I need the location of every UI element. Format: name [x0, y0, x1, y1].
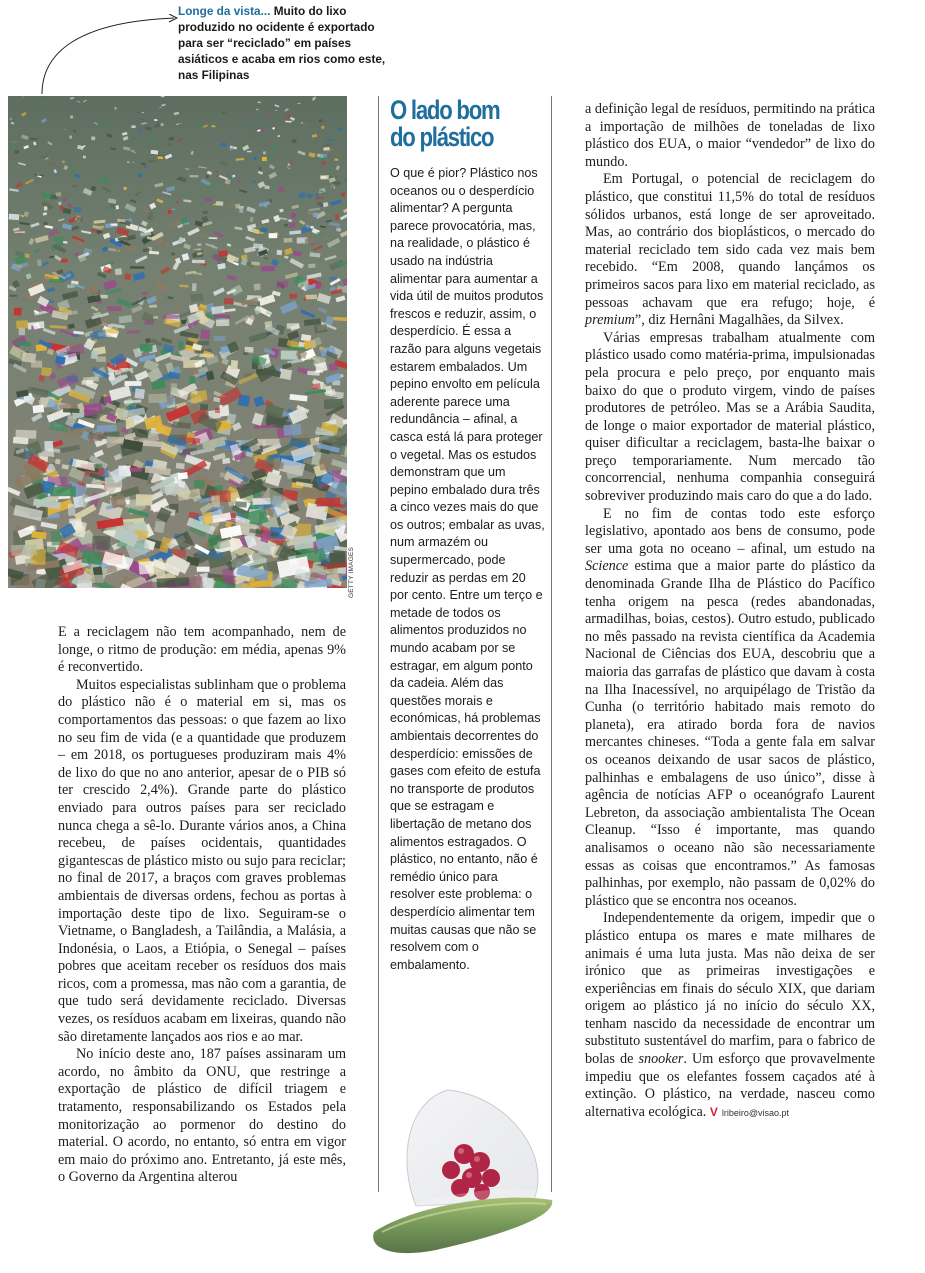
debris-piece	[125, 245, 136, 251]
debris-piece	[144, 321, 152, 325]
debris-piece	[100, 178, 108, 182]
debris-piece	[307, 371, 320, 376]
debris-piece	[217, 221, 222, 223]
debris-piece	[178, 472, 188, 480]
debris-piece	[291, 438, 309, 444]
debris-piece	[322, 161, 326, 165]
debris-piece	[308, 264, 315, 268]
debris-piece	[148, 394, 166, 403]
debris-piece	[142, 292, 147, 294]
debris-piece	[328, 363, 338, 371]
debris-piece	[214, 315, 230, 318]
sidebar-box	[390, 97, 545, 974]
debris-piece	[211, 495, 220, 507]
paragraph: Independentemente da origem, impedir que o plástico entupa os mares e mate milhares de animais é uma luta justa. Mas não deixa de ser irónico que as primeiras investigações e experiências em finais do século XIX, que dariam origem ao plástico já no início do século XX, tenham nascido da necessidade de encontrar um substituto sustentável do marfim, para o fabrico de bolas de snooker. Um esforço que provavelmente impediu que os elefantes fossem caçados até à extinção. O plástico, na verdade, nasceu como alternativa ecológica. V lribeiro@visao.pt	[585, 910, 875, 1120]
debris-piece	[15, 231, 25, 233]
debris-piece	[66, 428, 84, 437]
debris-piece	[173, 305, 182, 313]
debris-piece	[252, 180, 256, 183]
caption-text: Muito do lixo produzido no ocidente é exportado para ser “reciclado” em países asiáticos e acaba em rios como este, nas Filipinas	[178, 4, 386, 82]
debris-piece	[199, 354, 214, 358]
photo-caption	[178, 3, 398, 83]
debris-piece	[266, 455, 274, 467]
debris-piece	[81, 550, 103, 565]
caption-arrow	[36, 14, 186, 98]
column-rule	[378, 96, 379, 1192]
debris-piece	[13, 437, 29, 445]
debris-piece	[244, 347, 253, 353]
debris-piece	[284, 238, 293, 243]
debris-piece	[247, 151, 252, 152]
debris-piece	[214, 336, 225, 341]
debris-piece	[130, 266, 144, 269]
article-column-right	[585, 101, 875, 1122]
debris-piece	[191, 293, 204, 302]
debris-piece	[289, 293, 297, 298]
debris-piece	[60, 206, 64, 211]
debris-piece	[115, 268, 122, 275]
debris-piece	[283, 424, 301, 436]
debris-piece	[39, 375, 45, 382]
paragraph: E no fim de contas todo este esforço legislativo, apontado aos bens de consumo, pode ser uma gota no oceano – afinal, um estudo na Science estima que a maior parte do plástico da denominada Grande Ilha de Plástico do Pacífico tenha origem na pesca (redes abandonadas, armadilhas, boias, cestos). Outro estudo, publicado no mês passado na revista científica da Academia Nacional de Ciências dos EUA, descobriu que a maioria das garrafas de plástico que davam à costa na Ilha Inacessível, no arquipélago de Tristão da Cunha (o território habitado mais remoto do planeta), era atirado borda fora de navios mercantes chineses. “Toda a gente fala em salvar os oceanos deixando de usar sacos de plástico, palhinhas e embalagens de uso único”, disse à agência de notícias AFP o oceanógrafo Laurent Lebreton, da associação ambientalista The Ocean Cleanup. “Isso é importante, mas quando analisamos o oceano não são necessariamente essas as coisas que encontramos.” As famosas palhinhas, por exemplo, não passam de 0,02% do plástico que se encontra nos oceanos.	[585, 505, 875, 909]
debris-piece	[290, 161, 293, 165]
debris-piece	[224, 298, 233, 304]
debris-piece	[67, 376, 79, 382]
debris-piece	[310, 437, 319, 446]
debris-piece	[251, 135, 253, 137]
debris-piece	[272, 145, 277, 150]
paragraph: Várias empresas trabalham atualmente com plástico usado como matéria-prima, impulsionadas pela procura e pelo preço, por enquanto mais baixo do que o produto virgem, vindo de países produtores de petróleo. Mas se a Arábia Saudita, de longe o maior exportador de material plástico, quiser dificultar a reciclagem, basta-lhe baixar o preço temporariamente. Num mercado tão concorrencial, nenhuma companhia conseguirá sobreviver produzindo mais caro do que a do lado.	[585, 329, 875, 505]
debris-piece	[289, 222, 296, 228]
debris-piece	[33, 405, 45, 414]
debris-piece	[170, 383, 177, 393]
debris-piece	[284, 224, 288, 227]
debris-piece	[107, 306, 121, 311]
debris-piece	[235, 501, 247, 507]
debris-piece	[320, 153, 328, 158]
wrapped-cucumber-image	[356, 1082, 556, 1262]
debris-piece	[221, 143, 227, 147]
debris-piece	[131, 125, 135, 128]
debris-piece	[258, 544, 269, 555]
debris-piece	[216, 319, 229, 326]
debris-piece	[179, 341, 184, 349]
debris-piece	[19, 328, 26, 336]
debris-piece	[134, 388, 144, 399]
debris-piece	[161, 96, 165, 97]
debris-piece	[153, 316, 158, 319]
paragraph: a definição legal de resíduos, permitindo na prática a importação de milhões de toneladas de lixo plástico dos EUA, o maior “vendedor” de lixo do mundo.	[585, 101, 875, 170]
debris-piece	[179, 124, 182, 126]
debris-piece	[151, 150, 159, 154]
debris-piece	[125, 381, 142, 386]
debris-piece	[73, 207, 81, 212]
debris-piece	[263, 151, 266, 154]
paragraph: Em Portugal, o potencial de reciclagem do plástico, que constitui 11,5% do total de resíduos sólidos urbanos, está longe de ser aproveitado. Mas, ao contrário dos bioplásticos, o mercado do material reciclado tem sido cada vez mais bem recebido. “Em 2008, quando lançámos os primeiros sacos para lixo em material reciclado, as pessoas achavam que era refugo; hoje, é premium”, diz Hernâni Magalhães, da Silvex.	[585, 171, 875, 329]
debris-piece	[281, 351, 298, 360]
debris-piece	[219, 404, 229, 416]
article-column-left	[58, 624, 346, 1187]
debris-piece	[72, 185, 77, 187]
debris-piece	[307, 194, 312, 198]
debris-piece	[49, 279, 63, 283]
debris-piece	[73, 129, 75, 132]
debris-piece	[211, 125, 215, 127]
debris-piece	[279, 209, 283, 213]
debris-piece	[259, 228, 263, 232]
paragraph: No início deste ano, 187 países assinaram um acordo, no âmbito da ONU, que restringe a exportação de plástico de difícil triagem e tratamento, responsabilizando os Estados pela monitorização ao pormenor do destino do material. O acordo, no entanto, só entra em vigor em maio do próximo ano. Entretanto, já este mês, o Governo da Argentina alterou	[58, 1046, 346, 1186]
debris-piece	[292, 139, 297, 143]
debris-piece	[254, 157, 257, 160]
debris-piece	[341, 193, 345, 197]
debris-piece	[239, 206, 244, 209]
column-rule	[551, 96, 552, 1192]
debris-piece	[136, 494, 153, 505]
debris-piece	[313, 212, 318, 217]
debris-piece	[192, 283, 197, 291]
debris-piece	[323, 147, 329, 151]
debris-piece	[190, 175, 199, 177]
debris-piece	[81, 380, 93, 385]
debris-piece	[96, 356, 106, 362]
debris-piece	[154, 119, 157, 121]
debris-piece	[114, 107, 116, 110]
debris-piece	[293, 251, 301, 256]
debris-piece	[56, 192, 62, 197]
debris-piece	[316, 232, 321, 236]
debris-piece	[9, 214, 20, 221]
debris-piece	[124, 273, 131, 280]
sidebar-body: O que é pior? Plástico nos oceanos ou o desperdício alimentar? A pergunta parece provocatória, mas, na realidade, o plástico é usado na indústria alimentar para aumentar a vida útil de muitos produtos frescos e reduzir, assim, o desperdício. É essa a razão para alguns vegetais estarem embalados. Um pepino envolto em película aderente parece uma redundância – afinal, a casca está lá para proteger o vegetal. Mas os estudos demonstram que um pepino embalado dura três a cinco vezes mais do que os outros; embalar as uvas, num armazém ou supermercado, pode reduzir as perdas em 20 por cento. Entre um terço e metade de todos os alimentos produzidos no mundo acabam por se estragar, em algum ponto da cadeia. Além das questões morais e económicas, há problemas ambientais decorrentes do desperdício: emissões de gases com efeito de estufa no transporte de produtos que se estragam e libertação de metano dos alimentos estragados. O plástico, no entanto, não é remédio único para resolver este problema: o desperdício alimentar tem muitas causas que não se resolvem com o embalamento.	[390, 166, 545, 972]
debris-piece	[262, 157, 267, 161]
debris-piece	[78, 575, 104, 584]
debris-piece	[50, 486, 76, 496]
debris-piece	[189, 376, 195, 384]
debris-piece	[319, 458, 332, 471]
debris-piece	[76, 102, 78, 104]
debris-piece	[44, 222, 48, 225]
debris-piece	[12, 141, 16, 143]
debris-piece	[9, 295, 17, 297]
debris-piece	[261, 266, 275, 272]
debris-piece	[94, 464, 102, 469]
debris-piece	[149, 304, 157, 307]
debris-piece	[63, 241, 67, 243]
debris-piece	[204, 198, 212, 201]
paragraph: Muitos especialistas sublinham que o problema do plástico não é o material em si, mas os comportamentos das pessoas: o que fazem ao lixo no seu fim de vida (e a quantidade que produzem – em 2018, os portugueses produziram mais 4% de lixo do que no ano anterior, apesar de o PIB só ter crescido 2,4%). Grande parte do plástico enviado para outros países para ser reciclado nunca chega a sê-lo. Durante vários anos, a China recebeu, de países ocidentais, quantidades gigantescas de plástico misto ou sujo para reciclar; no final de 2017, a braços com graves problemas ambientais de diversas ordens, fechou as portas à importação deste tipo de lixo. Seguiram-se o Vietname, o Bangladesh, a Tailândia, a Malásia, a Indonésia, o Laos, a Etiópia, o Senegal – países pobres que aceitam receber os resíduos dos mais ricos, com a promessa, mas não com a garantia, de que tudo será devidamente reciclado. Diversas vezes, os resíduos acabam em lixeiras, quando não são diretamente lançados aos rios e ao mar.	[58, 676, 346, 1045]
debris-piece	[192, 260, 205, 264]
debris-piece	[191, 576, 204, 588]
paragraph: E a reciclagem não tem acompanhado, nem de longe, o ritmo de produção: em média, apenas 9% é reconvertido.	[58, 624, 346, 676]
debris-piece	[126, 418, 134, 428]
debris-piece	[165, 242, 170, 248]
debris-piece	[111, 224, 118, 226]
debris-piece	[306, 295, 317, 300]
debris-piece	[91, 350, 99, 359]
debris-piece	[139, 561, 154, 575]
debris-piece	[194, 480, 205, 489]
debris-piece	[334, 159, 338, 161]
debris-piece	[254, 284, 261, 291]
debris-piece	[253, 243, 263, 249]
debris-piece	[258, 102, 261, 103]
debris-piece	[91, 136, 95, 140]
debris-piece	[70, 169, 74, 174]
debris-piece	[277, 281, 289, 288]
debris-piece	[167, 209, 171, 214]
debris-piece	[139, 344, 152, 352]
debris-piece	[157, 155, 165, 157]
debris-piece	[203, 211, 208, 214]
debris-piece	[15, 150, 20, 154]
debris-piece	[316, 498, 340, 507]
sidebar-title: O lado bom do plástico	[390, 95, 500, 152]
debris-piece	[157, 577, 190, 587]
debris-piece	[197, 567, 210, 572]
debris-piece	[308, 118, 310, 121]
debris-piece	[216, 201, 224, 205]
debris-piece	[148, 139, 154, 142]
debris-piece	[176, 463, 185, 469]
debris-piece	[43, 193, 52, 198]
debris-piece	[140, 128, 142, 131]
debris-piece	[197, 243, 201, 246]
debris-piece	[130, 468, 142, 472]
debris-piece	[264, 321, 272, 328]
debris-piece	[169, 137, 175, 141]
debris-piece	[22, 97, 23, 98]
debris-piece	[82, 183, 86, 186]
debris-piece	[256, 109, 259, 111]
photo-credit: GETTY IMAGES	[348, 546, 355, 598]
debris-piece	[97, 424, 117, 432]
debris-piece	[239, 208, 243, 213]
debris-piece	[116, 205, 119, 209]
debris-piece	[117, 219, 125, 222]
debris-piece	[30, 138, 37, 140]
author-email: lribeiro@visao.pt	[721, 1107, 790, 1118]
debris-piece	[76, 217, 83, 222]
debris-piece	[257, 439, 280, 446]
river-plastic-photo	[8, 96, 347, 588]
debris-piece	[312, 383, 321, 389]
debris-piece	[231, 360, 239, 369]
debris-piece	[68, 503, 76, 515]
debris-piece	[92, 536, 110, 550]
debris-piece	[44, 206, 47, 210]
debris-piece	[16, 320, 28, 329]
caption-lead: Longe da vista...	[178, 4, 271, 18]
end-mark: V	[709, 1104, 718, 1119]
debris-piece	[142, 112, 144, 113]
debris-piece	[61, 259, 68, 263]
debris-piece	[284, 117, 286, 120]
debris-piece	[14, 308, 22, 316]
debris-piece	[254, 425, 274, 429]
debris-piece	[176, 201, 180, 204]
debris-piece	[274, 461, 284, 469]
debris-piece	[163, 315, 179, 319]
debris-piece	[321, 176, 327, 178]
debris-piece	[127, 161, 130, 163]
debris-piece	[222, 458, 230, 464]
debris-piece	[200, 329, 210, 339]
debris-piece	[202, 512, 213, 526]
debris-piece	[277, 250, 283, 255]
debris-piece	[329, 277, 337, 281]
debris-piece	[269, 233, 278, 238]
debris-piece	[11, 544, 37, 555]
debris-piece	[305, 239, 315, 244]
debris-piece	[154, 521, 165, 533]
